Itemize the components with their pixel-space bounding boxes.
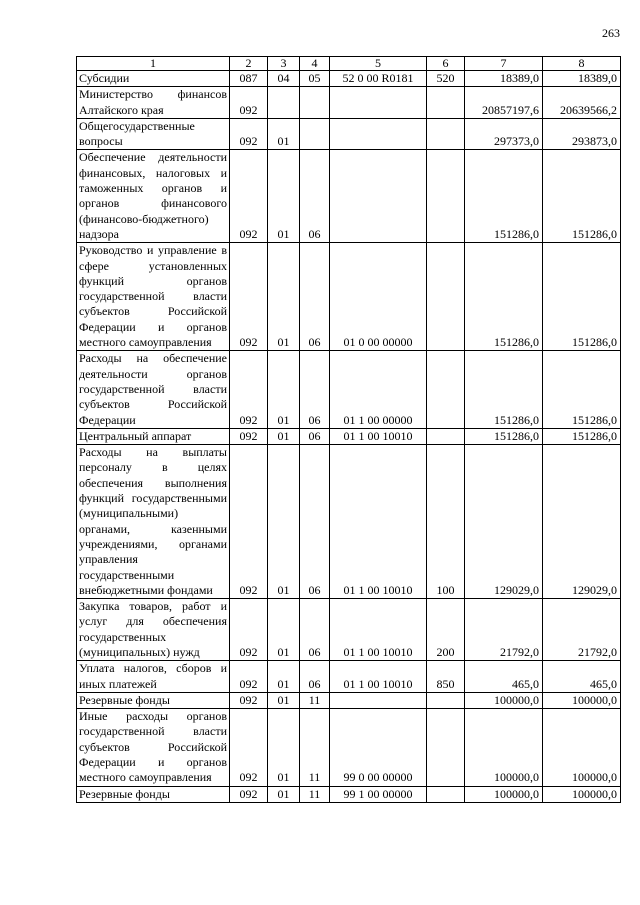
page-number: 263 xyxy=(602,26,620,40)
header-row xyxy=(77,57,621,71)
row-ministry-code: 092 xyxy=(230,243,268,351)
row-expense-type xyxy=(427,118,465,150)
row-expense-type xyxy=(427,709,465,786)
row-subsection xyxy=(300,118,330,150)
row-subsection: 05 xyxy=(300,71,330,87)
row-subsection xyxy=(300,87,330,119)
header-cell: 8 xyxy=(543,57,621,71)
table-row xyxy=(77,243,621,351)
row-amount-year1: 18389,0 xyxy=(465,71,543,87)
header-cell: 7 xyxy=(465,57,543,71)
table-row xyxy=(77,786,621,802)
row-ministry-code: 092 xyxy=(230,351,268,428)
row-expense-type xyxy=(427,351,465,428)
row-description: Уплата налогов, сборов и иных платежей xyxy=(77,661,230,693)
row-expense-type: 100 xyxy=(427,445,465,599)
row-subsection: 06 xyxy=(300,661,330,693)
row-ministry-code: 087 xyxy=(230,71,268,87)
row-target-article: 01 1 00 10010 xyxy=(330,428,427,444)
row-amount-year2: 151286,0 xyxy=(543,351,621,428)
row-amount-year2: 129029,0 xyxy=(543,445,621,599)
row-section: 01 xyxy=(268,661,300,693)
row-subsection: 06 xyxy=(300,351,330,428)
row-section: 01 xyxy=(268,150,300,243)
row-amount-year1: 129029,0 xyxy=(465,445,543,599)
row-target-article: 01 0 00 00000 xyxy=(330,243,427,351)
row-ministry-code: 092 xyxy=(230,428,268,444)
budget-table xyxy=(76,56,621,803)
row-amount-year2: 20639566,2 xyxy=(543,87,621,119)
row-section: 01 xyxy=(268,243,300,351)
row-amount-year2: 151286,0 xyxy=(543,150,621,243)
row-amount-year2: 100000,0 xyxy=(543,692,621,708)
row-expense-type xyxy=(427,243,465,351)
row-ministry-code: 092 xyxy=(230,709,268,786)
row-description: Субсидии xyxy=(77,71,230,87)
row-amount-year2: 293873,0 xyxy=(543,118,621,150)
row-amount-year1: 151286,0 xyxy=(465,150,543,243)
row-ministry-code: 092 xyxy=(230,599,268,661)
table-row xyxy=(77,599,621,661)
row-subsection: 06 xyxy=(300,243,330,351)
table-row xyxy=(77,118,621,150)
row-description: Закупка товаров, работ и услуг для обеспечения государственных (муниципальных) нужд xyxy=(77,599,230,661)
row-expense-type xyxy=(427,150,465,243)
row-target-article: 99 1 00 00000 xyxy=(330,786,427,802)
table-row xyxy=(77,71,621,87)
row-expense-type xyxy=(427,428,465,444)
row-section: 01 xyxy=(268,351,300,428)
row-ministry-code: 092 xyxy=(230,150,268,243)
row-amount-year2: 151286,0 xyxy=(543,428,621,444)
row-target-article xyxy=(330,118,427,150)
row-ministry-code: 092 xyxy=(230,786,268,802)
row-ministry-code: 092 xyxy=(230,661,268,693)
row-target-article: 01 1 00 10010 xyxy=(330,661,427,693)
row-section: 01 xyxy=(268,786,300,802)
row-amount-year2: 465,0 xyxy=(543,661,621,693)
header-cell: 4 xyxy=(300,57,330,71)
header-cell: 2 xyxy=(230,57,268,71)
table-row xyxy=(77,150,621,243)
row-subsection: 06 xyxy=(300,428,330,444)
row-expense-type: 200 xyxy=(427,599,465,661)
row-description: Расходы на выплаты персоналу в целях обеспечения выполнения функций государственными (муниципальными) органами, казенными учреждениями, органами управления государственными внебюджетными фондами xyxy=(77,445,230,599)
header-cell: 5 xyxy=(330,57,427,71)
table-row xyxy=(77,661,621,693)
row-amount-year2: 21792,0 xyxy=(543,599,621,661)
row-expense-type xyxy=(427,87,465,119)
row-amount-year2: 151286,0 xyxy=(543,243,621,351)
row-description: Иные расходы органов государственной власти субъектов Российской Федерации и органов местного самоуправления xyxy=(77,709,230,786)
table-row xyxy=(77,692,621,708)
row-ministry-code: 092 xyxy=(230,445,268,599)
row-section: 01 xyxy=(268,118,300,150)
row-target-article xyxy=(330,87,427,119)
table-row xyxy=(77,709,621,786)
table-row xyxy=(77,87,621,119)
row-description: Обеспечение деятельности финансовых, налоговых и таможенных органов и органов финансового (финансово-бюджетного) надзора xyxy=(77,150,230,243)
row-amount-year1: 100000,0 xyxy=(465,709,543,786)
row-description: Общегосударственные вопросы xyxy=(77,118,230,150)
row-description: Расходы на обеспечение деятельности органов государственной власти субъектов Российской Федерации xyxy=(77,351,230,428)
row-ministry-code: 092 xyxy=(230,118,268,150)
row-section xyxy=(268,87,300,119)
row-target-article: 01 1 00 00000 xyxy=(330,351,427,428)
row-description: Резервные фонды xyxy=(77,692,230,708)
row-amount-year2: 100000,0 xyxy=(543,709,621,786)
table-row xyxy=(77,428,621,444)
row-description: Резервные фонды xyxy=(77,786,230,802)
table-row xyxy=(77,351,621,428)
row-amount-year1: 20857197,6 xyxy=(465,87,543,119)
row-description: Руководство и управление в сфере установленных функций органов государственной власти субъектов Российской Федерации и органов местного самоуправления xyxy=(77,243,230,351)
row-ministry-code: 092 xyxy=(230,87,268,119)
row-expense-type xyxy=(427,786,465,802)
row-expense-type: 520 xyxy=(427,71,465,87)
row-ministry-code: 092 xyxy=(230,692,268,708)
row-section: 04 xyxy=(268,71,300,87)
row-amount-year2: 100000,0 xyxy=(543,786,621,802)
table-row xyxy=(77,445,621,599)
row-amount-year1: 151286,0 xyxy=(465,243,543,351)
row-amount-year1: 465,0 xyxy=(465,661,543,693)
row-target-article xyxy=(330,692,427,708)
row-subsection: 11 xyxy=(300,692,330,708)
row-amount-year1: 151286,0 xyxy=(465,351,543,428)
row-subsection: 11 xyxy=(300,709,330,786)
row-section: 01 xyxy=(268,709,300,786)
row-description: Центральный аппарат xyxy=(77,428,230,444)
row-amount-year1: 100000,0 xyxy=(465,692,543,708)
header-cell: 6 xyxy=(427,57,465,71)
row-subsection: 06 xyxy=(300,599,330,661)
row-target-article: 01 1 00 10010 xyxy=(330,445,427,599)
row-description: Министерство финансов Алтайского края xyxy=(77,87,230,119)
row-subsection: 11 xyxy=(300,786,330,802)
row-amount-year1: 151286,0 xyxy=(465,428,543,444)
row-amount-year2: 18389,0 xyxy=(543,71,621,87)
header-cell: 1 xyxy=(77,57,230,71)
row-target-article: 01 1 00 10010 xyxy=(330,599,427,661)
row-section: 01 xyxy=(268,445,300,599)
row-expense-type xyxy=(427,692,465,708)
row-subsection: 06 xyxy=(300,445,330,599)
header-cell: 3 xyxy=(268,57,300,71)
row-expense-type: 850 xyxy=(427,661,465,693)
row-amount-year1: 21792,0 xyxy=(465,599,543,661)
row-section: 01 xyxy=(268,599,300,661)
row-section: 01 xyxy=(268,692,300,708)
row-target-article xyxy=(330,150,427,243)
row-amount-year1: 100000,0 xyxy=(465,786,543,802)
row-target-article: 99 0 00 00000 xyxy=(330,709,427,786)
row-amount-year1: 297373,0 xyxy=(465,118,543,150)
row-section: 01 xyxy=(268,428,300,444)
row-subsection: 06 xyxy=(300,150,330,243)
row-target-article: 52 0 00 R0181 xyxy=(330,71,427,87)
